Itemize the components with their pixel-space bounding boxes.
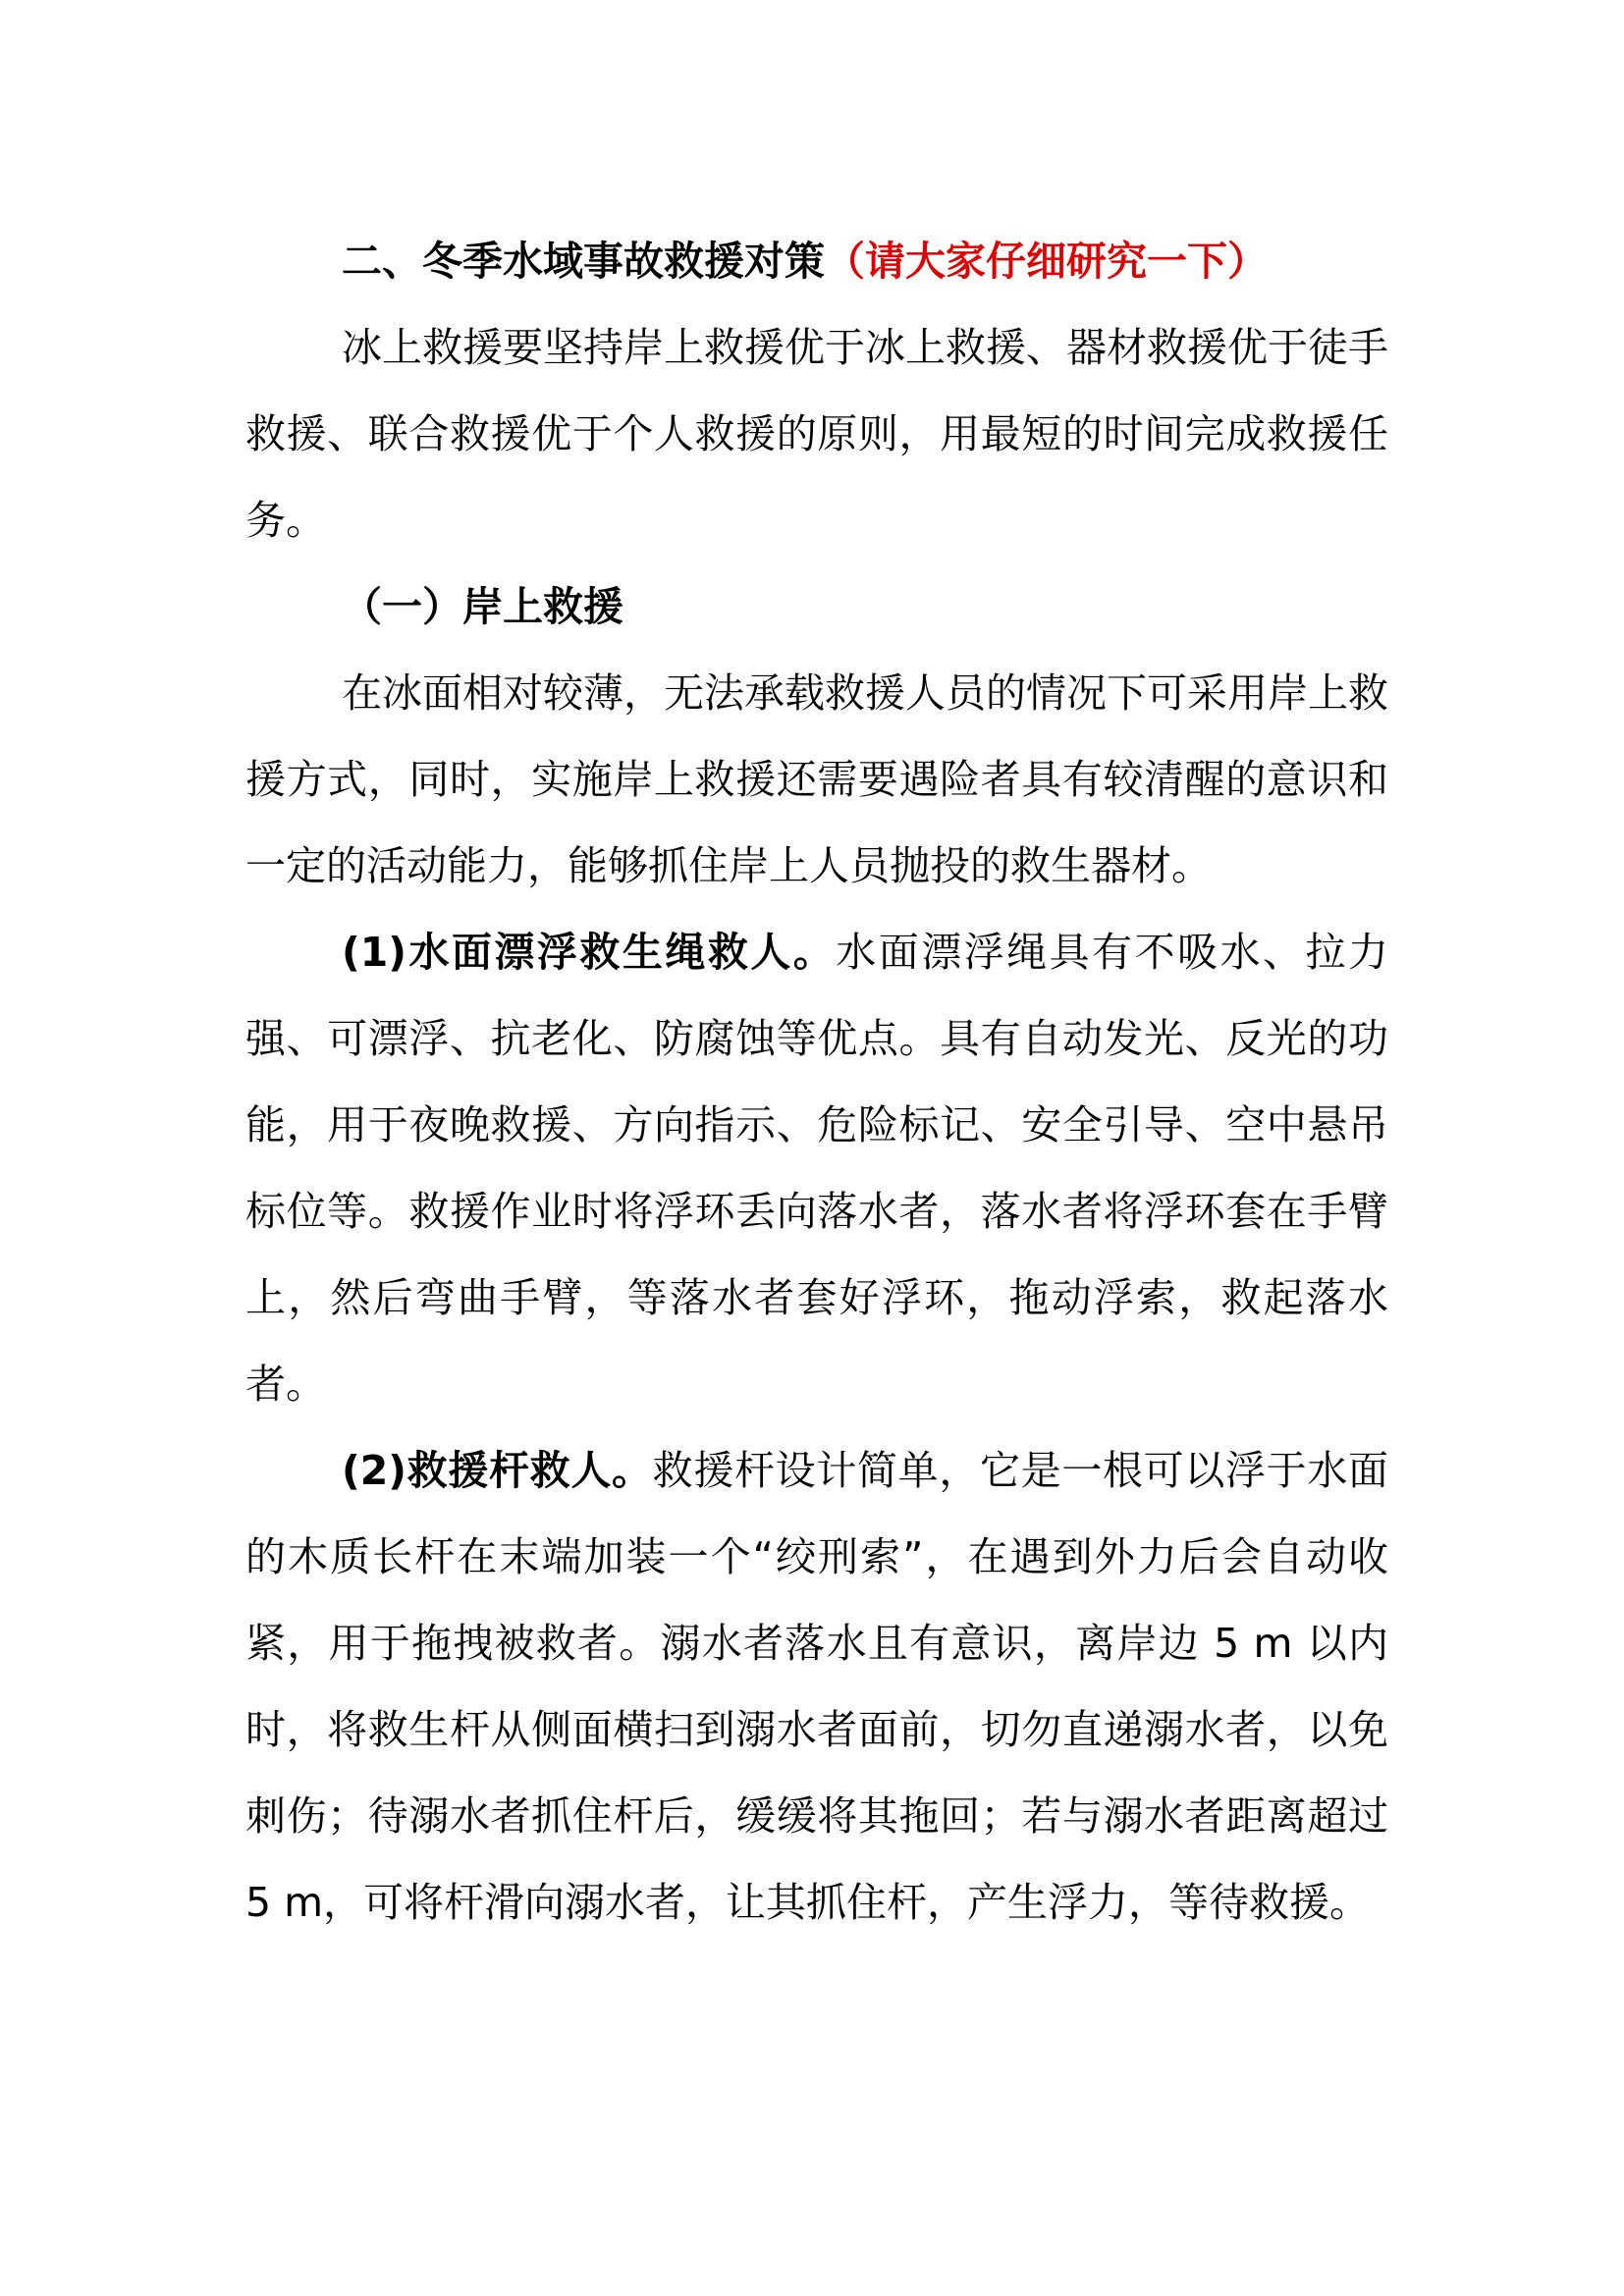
section-heading xyxy=(245,218,1388,304)
item-1-text: 水面漂浮绳具有不吸水、拉力强、可漂浮、抗老化、防腐蚀等优点。具有自动发光、反光的功能，用于夜晚救援、方向指示、危险标记、安全引导、空中悬吊标位等。救援作业时将浮环丢向落水者，落水者将浮环套在手臂上，然后弯曲手臂，等落水者套好浮环，拖动浮索，救起落水者。 xyxy=(245,929,1388,1408)
document-body xyxy=(245,218,1388,1946)
subsection-paragraph: 在冰面相对较薄，无法承载救援人员的情况下可采用岸上救援方式，同时，实施岸上救援还需要遇险者具有较清醒的意识和一定的活动能力，能够抓住岸上人员抛投的救生器材。 xyxy=(245,669,1388,889)
section-heading-note: （请大家仔细研究一下） xyxy=(825,238,1268,285)
subsection-heading: （一）岸上救援 xyxy=(342,583,623,630)
item-1-lead: (1)水面漂浮救生绳救人。 xyxy=(342,929,837,976)
item-1-paragraph xyxy=(245,909,1388,1427)
intro-paragraph: 冰上救援要坚持岸上救援优于冰上救援、器材救援优于徒手救援、联合救援优于个人救援的原则，用最短的时间完成救援任务。 xyxy=(245,324,1388,544)
item-2-paragraph xyxy=(245,1427,1388,1946)
item-2-lead: (2)救援杆救人。 xyxy=(342,1447,653,1494)
section-heading-text: 二、冬季水域事故救援对策 xyxy=(342,238,825,285)
item-2-text: 救援杆设计简单，它是一根可以浮于水面的木质长杆在末端加装一个“绞刑索”，在遇到外力后会自动收紧，用于拖拽被救者。溺水者落水且有意识，离岸边 5 m 以内时，将救生杆从侧面横扫到溺水者面前，切勿直递溺水者，以免刺伤；待溺水者抓住杆后，缓缓将其拖回；若与溺水者距离超过 5 m，可将杆滑向溺水者，让其抓住杆，产生浮力，等待救援。 xyxy=(245,1447,1388,1926)
